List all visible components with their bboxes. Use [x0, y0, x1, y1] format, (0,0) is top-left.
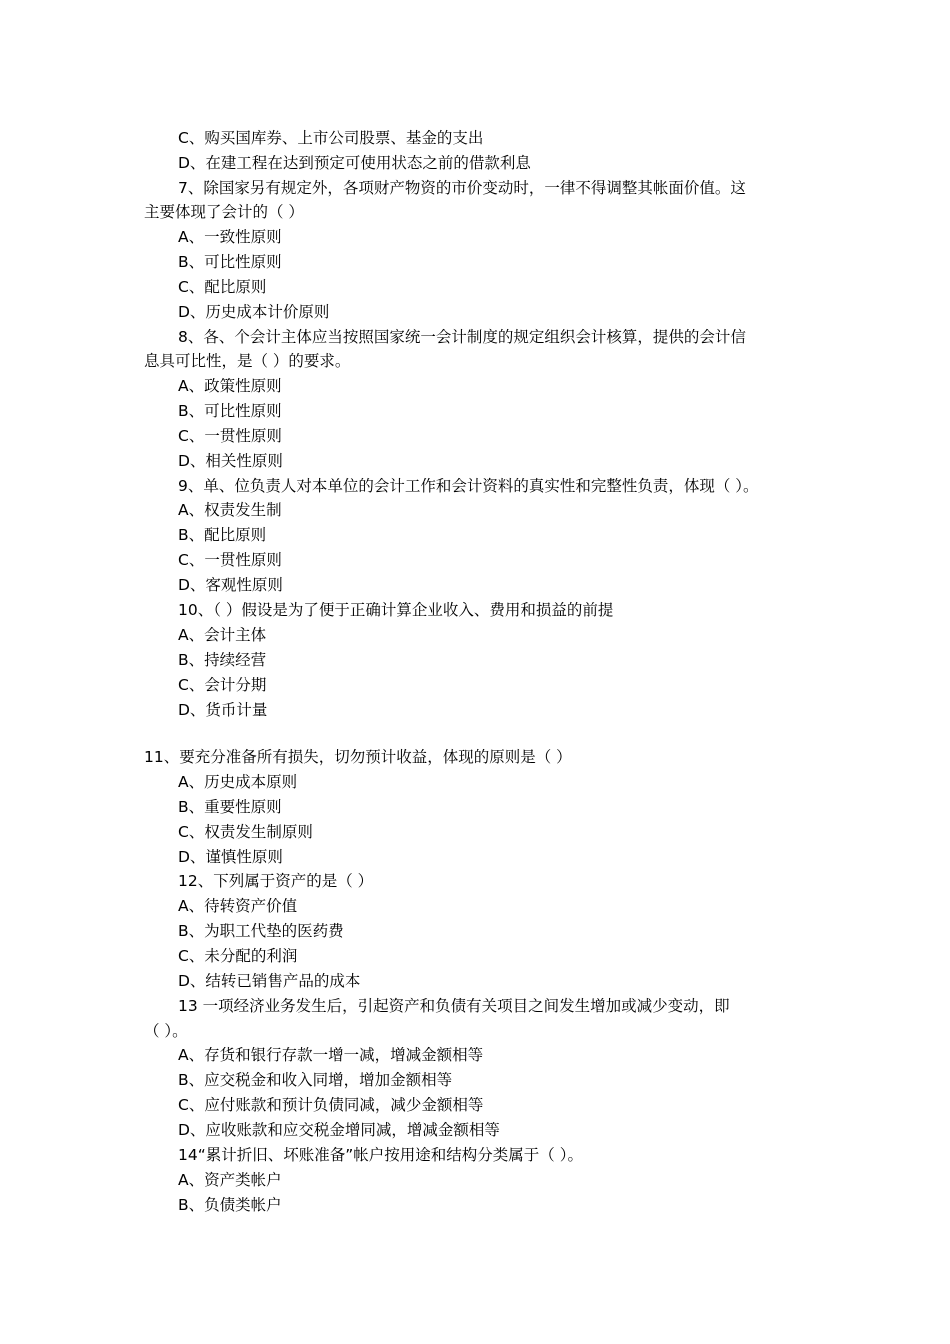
option-d: D、结转已销售产品的成本 [178, 972, 361, 990]
option-a: A、政策性原则 [178, 377, 282, 395]
question-8: 8、各、个会计主体应当按照国家统一会计制度的规定组织会计核算，提供的会计信 [178, 328, 746, 346]
question-7-continued: 主要体现了会计的（ ） [144, 203, 304, 221]
question-9: 9、单、位负责人对本单位的会计工作和会计资料的真实性和完整性负责，体现（ ）。 [178, 477, 759, 495]
question-13: 13 一项经济业务发生后，引起资产和负债有关项目之间发生增加或减少变动，即 [178, 997, 730, 1015]
option-a: A、历史成本原则 [178, 773, 298, 791]
option-a: A、存货和银行存款一增一减，增减金额相等 [178, 1046, 484, 1064]
option-b: B、配比原则 [178, 526, 267, 544]
option-c: C、购买国库券、上市公司股票、基金的支出 [178, 129, 484, 147]
option-c: C、权责发生制原则 [178, 823, 313, 841]
option-b: B、负债类帐户 [178, 1196, 282, 1214]
option-c: C、配比原则 [178, 278, 267, 296]
option-d: D、谨慎性原则 [178, 848, 283, 866]
question-7: 7、除国家另有规定外，各项财产物资的市价变动时，一律不得调整其帐面价值。这 [178, 179, 746, 197]
question-13-continued: （ ）。 [144, 1022, 188, 1040]
option-d: D、应收账款和应交税金增同减，增减金额相等 [178, 1121, 500, 1139]
option-d: D、历史成本计价原则 [178, 303, 330, 321]
option-a: A、会计主体 [178, 626, 267, 644]
option-a: A、一致性原则 [178, 228, 282, 246]
option-b: B、重要性原则 [178, 798, 282, 816]
option-c: C、会计分期 [178, 676, 267, 694]
option-d: D、客观性原则 [178, 576, 283, 594]
option-b: B、持续经营 [178, 651, 267, 669]
option-d: D、相关性原则 [178, 452, 283, 470]
question-12: 12、下列属于资产的是（ ） [178, 872, 374, 890]
question-10: 10、（ ）假设是为了便于正确计算企业收入、费用和损益的前提 [178, 601, 614, 619]
option-a: A、资产类帐户 [178, 1171, 282, 1189]
option-b: B、应交税金和收入同增，增加金额相等 [178, 1071, 453, 1089]
option-d: D、货币计量 [178, 701, 268, 719]
option-c: C、一贯性原则 [178, 551, 282, 569]
option-b: B、为职工代垫的医药费 [178, 922, 344, 940]
option-a: A、权责发生制 [178, 501, 282, 519]
question-8-continued: 息具可比性，是（ ）的要求。 [144, 352, 351, 370]
option-d: D、在建工程在达到预定可使用状态之前的借款利息 [178, 154, 531, 172]
option-b: B、可比性原则 [178, 402, 282, 420]
option-b: B、可比性原则 [178, 253, 282, 271]
option-c: C、一贯性原则 [178, 427, 282, 445]
option-c: C、未分配的利润 [178, 947, 298, 965]
option-a: A、待转资产价值 [178, 897, 298, 915]
question-11: 11、要充分准备所有损失，切勿预计收益，体现的原则是（ ） [144, 748, 572, 766]
question-14: 14“累计折旧、坏账准备”帐户按用途和结构分类属于（ ）。 [178, 1146, 583, 1164]
option-c: C、应付账款和预计负债同减，减少金额相等 [178, 1096, 484, 1114]
